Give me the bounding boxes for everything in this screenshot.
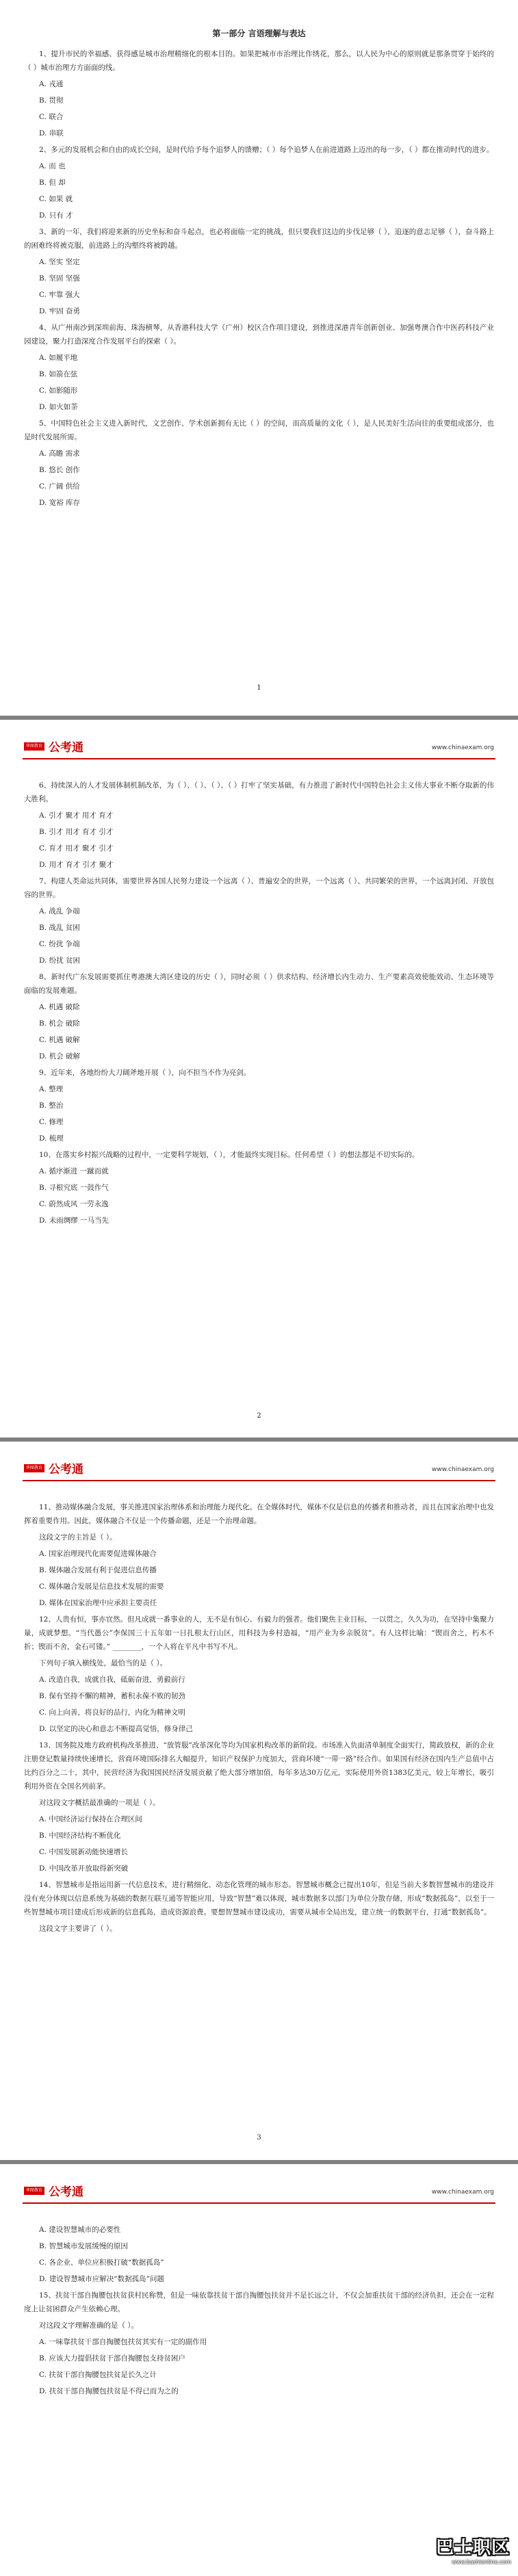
- option: A. 机遇 破除: [39, 1003, 80, 1011]
- page-number: 2: [257, 1412, 261, 1420]
- option: C. 如影随形: [39, 387, 78, 395]
- option: A. 高瞻 需求: [39, 450, 80, 458]
- option: D. 中国改革开放取得新突破: [39, 1864, 129, 1873]
- question-stem: 这段文字主要讲了（ ）。: [39, 1925, 117, 1933]
- logo-text: 公考通: [49, 2185, 83, 2199]
- site-url: www.chinaexam.org: [431, 2189, 494, 2196]
- option: D. 建设智慧城市应解决“数据孤岛”问题: [39, 2275, 164, 2283]
- question-stem: 对这段文字理解准确的是（ ）。: [39, 2321, 139, 2330]
- site-url: www.chinaexam.org: [431, 1466, 494, 1473]
- question-15: 15、扶贫干部自掏腰包扶贫获村民称赞，但是一味依靠扶贫干部自掏腰包扶贫并不是长远之计，不仅会加重扶贫干部的经济负担，还会在一定程度上让贫困群众产生依赖心理。: [24, 2291, 494, 2313]
- option: C. 牢靠 强大: [39, 291, 80, 299]
- option: C. 向上向善，将良好的品行，内化为精神文明: [39, 1708, 185, 1717]
- page-number: 3: [257, 2134, 261, 2142]
- option: C. 纷扰 争端: [39, 940, 80, 948]
- question-5: 5、中国特色社会主义进入新时代，文艺创作、学术创新拥有无比（ ）的空间，而高质量的文化（ ），是人民美好生活向往的重要组成部分，也是时代发展所需。: [24, 419, 494, 441]
- page-header: [23, 2164, 495, 2204]
- logo-text: 公考通: [49, 1463, 83, 1476]
- option: B. 智慧城市发展缓慢的原因: [39, 2242, 128, 2250]
- option: D. 如火如荼: [39, 403, 78, 411]
- question-8: 8、新时代广东发展需要抓住粤港澳大湾区建设的历史（ ），同时必须（ ）供求结构、经济增长内生动力、生产要素高效使能效动、生态环境等面临的发展难题。: [24, 973, 494, 995]
- question-10: 10、在落实乡村振兴战略的过程中，一定要科学规划，（ ），才能最终实现目标。任何希望（ ）的想法都是不切实际的。: [39, 1151, 419, 1159]
- option: D. 梳理: [39, 1134, 64, 1143]
- question-3: 3、新的一年，我们将迎来新的历史坐标和奋斗起点，也必将面临一定的挑战，但只要我们这边的步伐足够（ ），追逐的意志足够（ ），奋斗路上的困难终将被克服，前进路上的沟壑终将被跨越。: [24, 228, 494, 250]
- question-7: 7、构建人类命运共同体，需要世界各国人民努力建设一个远离（ ）、普遍安全的世界，一个远离（ ）、共同繁荣的世界，一个远离封闭、开放包容的世界。: [24, 877, 494, 899]
- watermark-url: www.bashionline.com: [452, 2559, 511, 2565]
- option: D. 牢固 奋勇: [39, 307, 81, 315]
- option: A. 坚实 坚定: [39, 258, 80, 266]
- option: A. 戎通: [39, 80, 64, 88]
- section-title: 第一部分 言语理解与表达: [212, 29, 306, 38]
- option: A. 中国经济运行保持在合理区间: [39, 1815, 142, 1823]
- page-header: [23, 720, 495, 759]
- option: A. 循序渐进 一蹴而就: [39, 1167, 109, 1175]
- option: A. 引才 聚才 用才 育才: [39, 811, 114, 820]
- option: A. 改造自我，成就自我，砥砺奋进，勇毅前行: [39, 1676, 185, 1684]
- option: D. 机会 破解: [39, 1052, 81, 1061]
- logo-badge: 华图教育: [24, 2187, 44, 2195]
- option: A. 整理: [39, 1085, 64, 1093]
- option: D. 未雨绸缪 一马当先: [39, 1217, 109, 1225]
- option: B. 战乱 贫困: [39, 924, 80, 932]
- option: D. 只有 才: [39, 211, 73, 220]
- option: B. 媒体融合发展有利于促进信息传播: [39, 1566, 157, 1574]
- question-9: 9、近年来，各地纷纷大刀阔斧地开展（ ），向不担当不作为亮剑。: [39, 1069, 251, 1077]
- question-12: 12、人贵有恒，事亦宜然。但凡成就一番事业的人，无不是有恒心、有毅力的强者。他们聚焦主业目标，一以贯之，久久为功，在坚持中集聚力量，成就梦想。“当代愚公”李保国三十五年如一日扎根太行山区，用科技为乡村造福，“用产业为乡亲脱贫”。有人这样比喻：“锲而舍之，朽木不折；锲而不舍，金石可镂。” ________，一个人将在平凡中书写不凡。: [24, 1615, 494, 1651]
- option: C. 中国发展新动能快速增长: [39, 1848, 128, 1856]
- option: B. 悠长 创作: [39, 466, 80, 474]
- option: B. 中国经济结构不断优化: [39, 1832, 121, 1840]
- option: D. 用才 育才 引才 聚才: [39, 861, 114, 869]
- option: A. 战乱 争端: [39, 907, 80, 915]
- option: C. 修理: [39, 1118, 64, 1126]
- site-url: www.chinaexam.org: [431, 744, 494, 751]
- question-2: 2、多元的发展机会和自由的成长空间，是时代给予每个追梦人的馈赠；（ ）每个追梦人在前进道路上迈出的每一步，（ ）都在推动时代的进步。: [39, 146, 494, 154]
- logo-badge: 华图教育: [24, 742, 44, 751]
- option: B. 如箭在弦: [39, 370, 78, 378]
- page-header: [23, 1442, 495, 1481]
- option: D. 串联: [39, 129, 64, 138]
- option: C. 各企业、单位应积极打破“数据孤岛”: [39, 2259, 164, 2267]
- document-page-1: [0, 0, 518, 716]
- option: D. 宽裕 库存: [39, 499, 81, 507]
- question-stem: 这段文字的主旨是（ ）。: [39, 1533, 117, 1541]
- option: B. 保有坚持不懈的精神，蓄积永葆不败的韧劲: [39, 1692, 185, 1700]
- option: C. 机遇 破解: [39, 1036, 80, 1044]
- question-11: 11、推动媒体融合发展，事关推进国家治理体系和治理能力现代化。在全媒体时代，媒体不仅是信息的传播者和推动者，而且在国家治理中也发挥着重要作用。因此，媒体融合不仅是一个传播命题，还是一个治理命题。: [24, 1503, 494, 1525]
- option: B. 应该大力提倡扶贫干部自掏腰包支持贫困户: [39, 2354, 185, 2363]
- option: B. 贯彻: [39, 96, 64, 105]
- option: B. 机会 破除: [39, 1019, 80, 1028]
- option: D. 以坚定的决心和意志不断提高觉悟，修身律己: [39, 1725, 193, 1733]
- question-stem: 下列句子填入横线处，最恰当的是（ ）。: [39, 1659, 168, 1667]
- option: A. 一味靠扶贫干部自掏腰包扶贫其实有一定的副作用: [39, 2338, 207, 2346]
- question-1: 1、提升市民的幸福感、获得感是城市治理精细化的根本目的。如果把城市市治理比作绣花，那么，以人民为中心的原则就是那条贯穿于始终的（ ）城市治理方方面面的线。: [24, 50, 494, 72]
- logo-text: 公考通: [49, 741, 83, 755]
- option: B. 引才 用才 育才 引才: [39, 828, 114, 836]
- watermark-logo: [436, 2537, 511, 2571]
- logo-badge: 华图教育: [24, 1464, 44, 1472]
- question-4: 4、从广州南沙到深圳前海、珠海横琴，从香港科技大学（广州）校区合作项目建设，到推进深港青年创新创业、加强粤澳合作中医药科技产业园建设，聚力打造深度合作发展平台的探索（ ）。: [24, 324, 494, 346]
- question-stem: 对这段文字概括最准确的一项是（ ）。: [39, 1799, 160, 1807]
- option: B. 坚固 坚强: [39, 274, 80, 283]
- question-6: 6、持续深入的人才发展体制机制改革，为（ ）、（ ）、（ ）、（ ）打牢了坚实基础，有力推进了新时代中国特色社会主义伟大事业不断夺取新的伟大胜利。: [24, 781, 494, 803]
- option: D. 媒体在国家治理中应承担主要责任: [39, 1599, 157, 1607]
- option: D. 纷扰 贫困: [39, 957, 81, 965]
- question-14: 14、智慧城市是指运用新一代信息技术，进行精细化、动态化管理的城市形态。智慧城市概念已提出10年，但是当前大多数智慧城市的建设并没有充分体现以信息系统为基础的数据互联互通等智能应用，导致“智慧”难以体现，城市数据多以部门为单位分散存储，形成“数据孤岛”，以至于一些智慧城市项目建成后形成新的信息孤岛，造成资源浪费。要想智慧城市建设成功，需要从城市全局出发，建立统一的数据平台，打通“数据孤岛”。: [24, 1881, 495, 1916]
- document-page-4: [0, 2164, 518, 2576]
- option: C. 联合: [39, 113, 64, 121]
- option: B. 但 却: [39, 179, 66, 187]
- option: A. 建设智慧城市的必要性: [39, 2226, 121, 2234]
- document-page-2: [0, 720, 518, 1437]
- option: C. 媒体融合发展是信息技术发展的需要: [39, 1583, 164, 1591]
- document-page-3: [0, 1442, 518, 2160]
- option: A. 而 也: [39, 162, 66, 170]
- option: C. 育才 用才 聚才 引才: [39, 844, 114, 853]
- option: C. 蔚然成风 一劳永逸: [39, 1200, 109, 1208]
- option: B. 整治: [39, 1102, 64, 1110]
- option: C. 如果 就: [39, 195, 73, 203]
- option: B. 寻根究底 一鼓作气: [39, 1184, 109, 1192]
- option: A. 国家治理现代化需要促进媒体融合: [39, 1550, 157, 1558]
- option: D. 扶贫干部自掏腰包扶贫是不得已而为之的: [39, 2387, 179, 2395]
- question-13: 13、国务院及地方政府机构改革推进、“放管服”改革深化等均为国家机构改革的新阶段。市场准入负面清单制度全面实行，简政放权，新的企业注册登记数量持续快速增长，营商环境国际排名大幅提升，知识产权保护力度加大，营商环境“一带一路”经合作。如果国有经济在国内生产总值中占比约百分之二十，其中，民营经济为我国国民经济发展贡献了绝大部分增加值，每年多达30万亿元，实际使用外资1383亿美元，较上年增长，吸引利用外资在全国名列前茅。: [24, 1741, 494, 1791]
- option: C. 扶贫干部自掏腰包扶贫是长久之计: [39, 2371, 157, 2379]
- option: C. 广阔 供给: [39, 482, 80, 491]
- page-number: 1: [257, 684, 261, 692]
- option: A. 如履平地: [39, 354, 78, 362]
- watermark-text: 巴士职区: [436, 2538, 510, 2558]
